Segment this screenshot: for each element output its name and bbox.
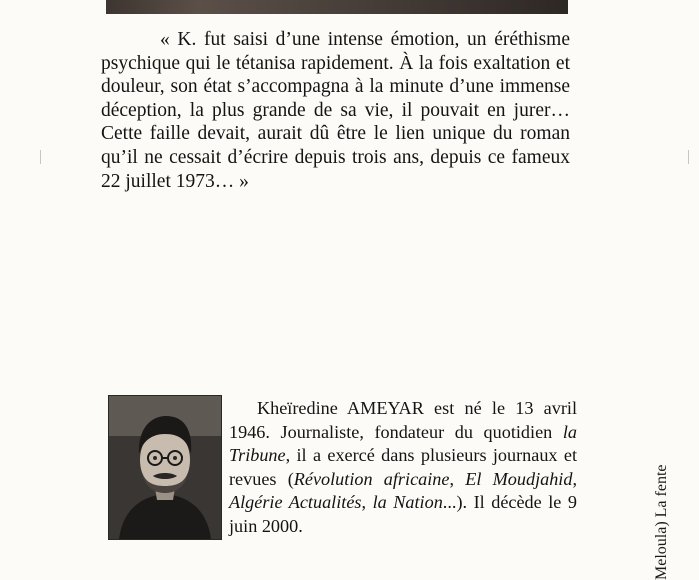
quote-paragraph <box>101 28 570 193</box>
bio-newspaper-tribune: la Tribune <box>229 421 577 466</box>
bio-pub-algerie-actualites: Algérie Actualités <box>229 492 362 513</box>
spine-title: Meloula) La fente <box>653 464 670 580</box>
bio-pub-el-moudjahid: El Moudjahid <box>465 468 573 489</box>
scan-speck <box>40 150 41 164</box>
top-photo-strip <box>106 0 568 14</box>
bio-separator: , <box>449 468 466 489</box>
bio-text-1: Kheïredine AMEYAR est né le 13 avril 1946. Journaliste, fondateur du quotidien <box>229 398 577 442</box>
bio-pub-revolution-africaine: Révolution africaine <box>293 468 450 489</box>
bio-text-3: ). Il décède le 9 juin 2000. <box>229 492 578 536</box>
bio-paragraph <box>229 397 577 539</box>
scan-speck <box>688 150 689 164</box>
quote-block <box>101 28 570 193</box>
quote-open-mark: « <box>160 29 170 50</box>
author-bio <box>229 397 577 539</box>
bio-pub-la-nation: la Nation <box>372 492 443 513</box>
bio-separator: , <box>572 468 577 489</box>
quote-close-mark: » <box>239 170 249 192</box>
quote-text: K. fut saisi d’une intense émotion, un éréthisme psychique qui le tétanisa rapidement. À la fois exaltation et douleur, son état s’accompagna à la minute d’une immense déception, la plus grande de sa vie, il pouvait en jurer… Cette faille devait, aurait dû être le lien unique du roman qu’il ne cessait d’écrire depuis trois ans, depuis ce fameux 22 juillet 1973… <box>101 29 570 192</box>
bio-separator: , <box>361 492 373 513</box>
author-portrait-icon <box>109 396 221 539</box>
bio-ellipsis: ... <box>442 492 457 513</box>
bio-text-2: , il a exercé dans plusieurs journaux et revues ( <box>229 445 577 489</box>
author-photo <box>108 395 222 540</box>
